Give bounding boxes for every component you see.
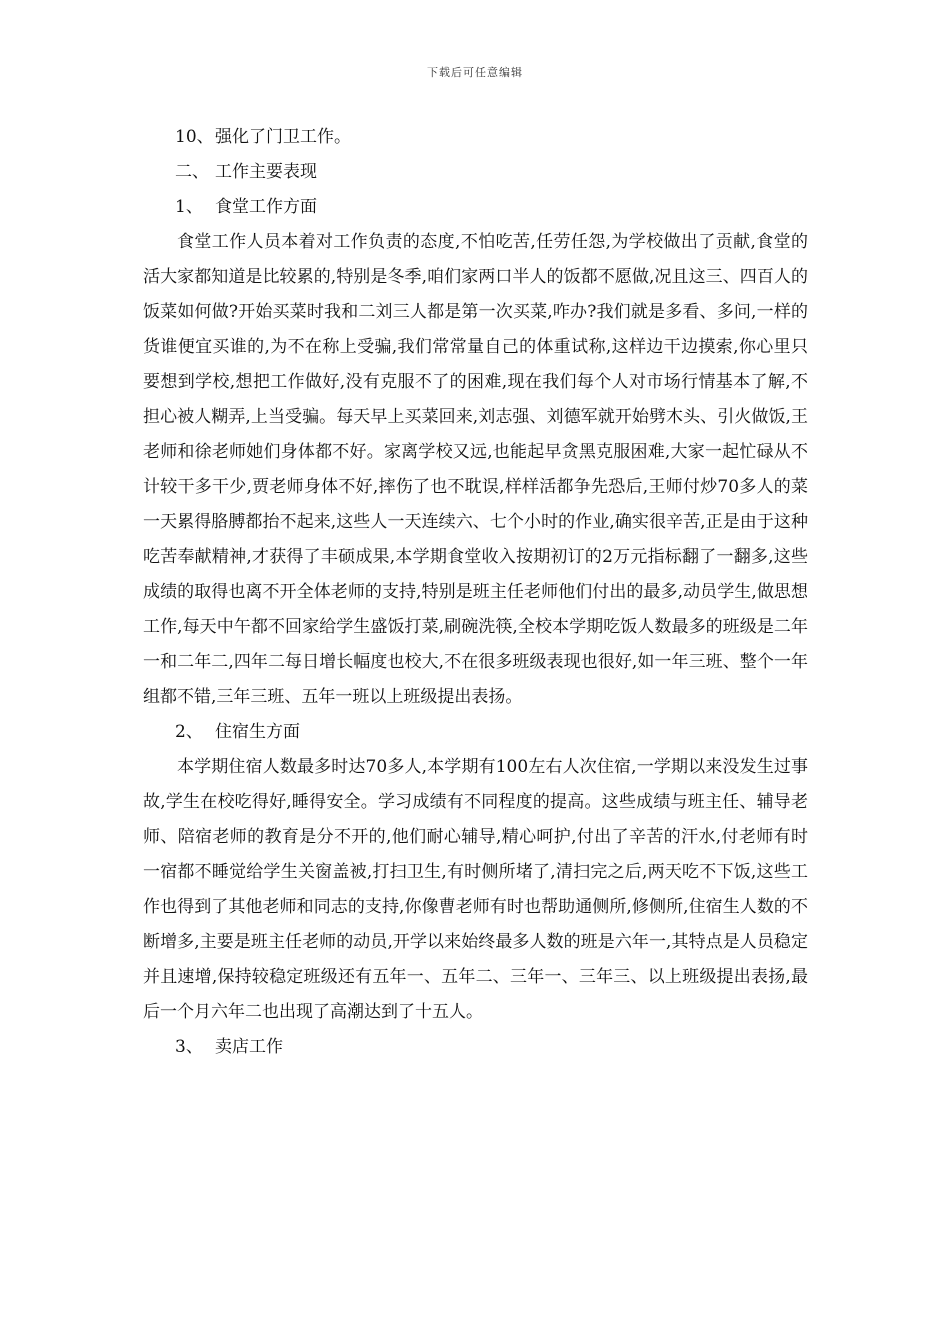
heading-number: 10、 [175,127,214,147]
heading-text: 食堂工作方面 [215,197,317,217]
paragraph-canteen: 食堂工作人员本着对工作负责的态度,不怕吃苦,任劳任怨,为学校做出了贡献,食堂的活大家都知道是比较累的,特别是冬季,咱们家两口半人的饭都不愿做,况且这三、四百人的饭菜如何做?开始买菜时我和二刘三人都是第一次买菜,咋办?我们就是多看、多问,一样的货谁便宜买谁的,为不在称上受骗,我们常常量自己的体重试称,这样边干边摸索,你心里只要想到学校,想把工作做好,没有克服不了的困难,现在我们每个人对市场行情基本了解,不担心被人糊弄,上当受骗。每天早上买菜回来,刘志强、刘德军就开始劈木头、引火做饭,王老师和徐老师她们身体都不好。家离学校又远,也能起早贪黑克服困难,大家一起忙碌从不计较干多干少,贾老师身体不好,摔伤了也不耽误,样样活都争先恐后,王师付炒70多人的菜一天累得胳膊都抬不起来,这些人一天连续六、七个小时的作业,确实很辛苦,正是由于这种吃苦奉献精神,才获得了丰硕成果,本学期食堂收入按期初订的2万元指标翻了一翻多,这些成绩的取得也离不开全体老师的支持,特别是班主任老师他们付出的最多,动员学生,做思想工作,每天中午都不回家给学生盛饭打菜,刷碗洗筷,全校本学期吃饭人数最多的班级是二年一和二年二,四年二每日增长幅度也校大,不在很多班级表现也很好,如一年三班、整个一年组都不错,三年三班、五年一班以上班级提出表扬。 [143,232,808,707]
heading-text: 住宿生方面 [215,722,300,742]
heading-number: 2、 [175,722,203,742]
section-heading-main-performance [143,155,808,190]
section-heading-gatekeeping [143,120,808,155]
document-body [143,120,808,1065]
heading-number: 3、 [175,1037,203,1057]
section-heading-canteen [143,190,808,225]
heading-text: 工作主要表现 [215,162,317,182]
heading-text: 卖店工作 [215,1037,283,1057]
page-header: 下载后可任意编辑 [427,66,523,79]
heading-number: 1、 [175,197,203,217]
heading-number: 二、 [175,162,209,182]
section-heading-boarding [143,715,808,750]
section-heading-shop [143,1030,808,1065]
heading-text: 强化了门卫工作。 [215,127,351,147]
paragraph-boarding: 本学期住宿人数最多时达70多人,本学期有100左右人次住宿,一学期以来没发生过事故,学生在校吃得好,睡得安全。学习成绩有不同程度的提高。这些成绩与班主任、辅导老师、陪宿老师的教育是分不开的,他们耐心辅导,精心呵护,付出了辛苦的汗水,付老师有时一宿都不睡觉给学生关窗盖被,打扫卫生,有时侧所堵了,清扫完之后,两天吃不下饭,这些工作也得到了其他老师和同志的支持,你像曹老师有时也帮助通侧所,修侧所,住宿生人数的不断增多,主要是班主任老师的动员,开学以来始终最多人数的班是六年一,其特点是人员稳定并且速增,保持较稳定班级还有五年一、五年二、三年一、三年三、以上班级提出表扬,最后一个月六年二也出现了高潮达到了十五人。 [143,757,808,1022]
